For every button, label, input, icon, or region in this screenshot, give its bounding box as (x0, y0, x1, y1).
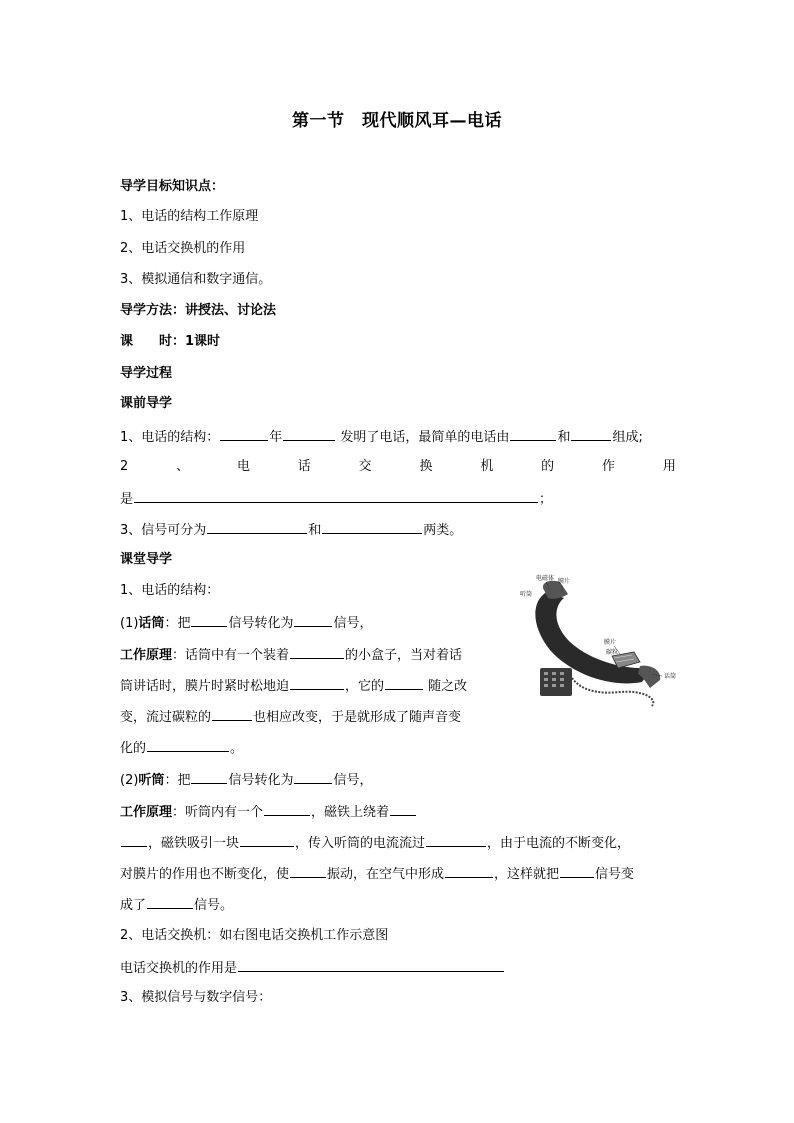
principle-text: ：话筒中有一个装着 (172, 648, 290, 663)
objective-item: 1、电话的结构工作原理 (120, 209, 259, 224)
rec-principle-l3 (120, 864, 634, 884)
page-title: 第一节 现代顺风耳—电话 (292, 111, 502, 131)
q2-char: 换 (419, 459, 433, 474)
blank-field[interactable] (147, 895, 193, 909)
blank-field[interactable] (290, 864, 326, 878)
rec-principle-l4 (120, 895, 233, 915)
objective-item: 3、模拟通信和数字通信。 (120, 272, 272, 287)
principle-text: 筒讲话时，膜片时紧时松地迫 (120, 679, 290, 694)
figure-label: 膜片 (604, 639, 617, 646)
blank-field[interactable] (322, 520, 422, 534)
principle-text: 振动，在空气中形成 (327, 867, 445, 882)
pre-q1 (120, 427, 643, 447)
process-heading: 导学过程 (120, 366, 173, 381)
principle-text: ，由于电流的不断变化， (487, 836, 631, 851)
principle-text: 也相应改变，于是就形成了随声音变 (253, 710, 462, 725)
class-s3: 3、模拟信号与数字信号： (120, 990, 272, 1005)
blank-field[interactable] (294, 770, 332, 784)
pre-q2-answer (120, 489, 552, 509)
blank-field[interactable] (212, 707, 252, 721)
rec-principle-l1 (120, 802, 417, 822)
blank-field[interactable] (390, 802, 416, 816)
q2-text: ； (539, 492, 553, 507)
blank-field[interactable] (426, 833, 486, 847)
q1-text: 和 (557, 430, 571, 445)
blank-field[interactable] (264, 802, 310, 816)
receiver-line (120, 770, 372, 790)
mic-line (120, 613, 372, 633)
q1-text: 组成; (612, 430, 643, 445)
mic-term: 话筒 (138, 616, 165, 631)
telephone-figure (502, 570, 684, 712)
principle-text: 。 (230, 741, 244, 756)
blank-field[interactable] (207, 520, 307, 534)
principle-text: 信号。 (194, 898, 234, 913)
q2-char: 2 (120, 459, 129, 474)
pre-heading: 课前导学 (120, 396, 173, 411)
blank-field[interactable] (121, 833, 147, 847)
principle-text: 的小盒子，当对着话 (345, 648, 463, 663)
mic-principle-l4 (120, 738, 243, 758)
class-s2-answer (120, 958, 505, 978)
mic-text: 信号， (333, 616, 373, 631)
mic-principle-l3 (120, 707, 461, 727)
q1-text: 年 (269, 430, 283, 445)
blank-field[interactable] (238, 958, 504, 972)
objective-item: 2、电话交换机的作用 (120, 241, 246, 256)
rec-text: (2) (120, 773, 139, 788)
rec-text: 信号， (333, 773, 373, 788)
mic-text: (1) (120, 616, 139, 631)
principle-label: 工作原理 (120, 805, 173, 820)
blank-field[interactable] (191, 770, 227, 784)
mic-text: ：把 (164, 616, 191, 631)
blank-field[interactable] (147, 738, 229, 752)
q2-char: 的 (541, 459, 555, 474)
blank-field[interactable] (290, 676, 344, 690)
blank-field[interactable] (445, 864, 493, 878)
principle-text: ，磁铁上绕着 (311, 805, 390, 820)
q3-text: 两类。 (423, 523, 463, 538)
figure-label: 话筒 (664, 673, 677, 680)
rec-term: 听筒 (138, 773, 165, 788)
blank-field[interactable] (220, 427, 268, 441)
period-label: 课 时： (120, 334, 186, 349)
blank-field[interactable] (510, 427, 556, 441)
principle-label: 工作原理 (120, 648, 173, 663)
mic-text: 信号转化为 (228, 616, 294, 631)
q2-char: 、 (176, 459, 190, 474)
blank-field[interactable] (571, 427, 611, 441)
principle-text: 化的 (120, 741, 147, 756)
s2-text: 电话交换机的作用是 (120, 961, 238, 976)
blank-field[interactable] (240, 833, 294, 847)
telephone-base-icon (540, 668, 572, 696)
principle-text: ：听筒内有一个 (172, 805, 264, 820)
principle-text: ，磁铁吸引一块 (148, 836, 240, 851)
q3-text: 3、信号可分为 (120, 523, 207, 538)
class-s2: 2、电话交换机：如右图电话交换机工作示意图 (120, 928, 389, 943)
q2-char: 作 (602, 459, 616, 474)
class-heading: 课堂导学 (120, 552, 173, 567)
pre-q3 (120, 520, 462, 540)
principle-text: 对膜片的作用也不断变化，使 (120, 867, 290, 882)
q1-text: 发明了电话，最简单的电话由 (336, 430, 510, 445)
figure-label: 膜片 (558, 578, 571, 585)
rec-principle-l2 (120, 833, 630, 853)
q2-char: 机 (480, 459, 494, 474)
objectives-heading: 导学目标知识点： (120, 179, 225, 194)
mic-principle-l2 (120, 676, 467, 696)
rec-text: ：把 (164, 773, 191, 788)
q2-char: 用 (662, 459, 676, 474)
principle-text: ，传入听筒的电流流过 (295, 836, 426, 851)
q2-char: 交 (358, 459, 372, 474)
blank-field[interactable] (560, 864, 594, 878)
principle-text: 随之改 (424, 679, 468, 694)
principle-text: ，这样就把 (494, 867, 560, 882)
blank-field[interactable] (294, 613, 332, 627)
principle-text: ，它的 (345, 679, 385, 694)
period-value: 1课时 (185, 334, 221, 349)
blank-field[interactable] (191, 613, 227, 627)
figure-label: 电磁体 (536, 575, 555, 582)
principle-text: 成了 (120, 898, 147, 913)
q2-char: 话 (297, 459, 311, 474)
q2-char: 电 (236, 459, 250, 474)
period-line (120, 333, 220, 351)
mic-principle-l1 (120, 645, 462, 665)
figure-label: 碳粒 (606, 649, 619, 656)
pre-q2-spread (120, 458, 676, 476)
rec-text: 信号转化为 (228, 773, 294, 788)
q1-text: 1、电话的结构： (120, 430, 220, 445)
blank-field[interactable] (283, 427, 335, 441)
principle-text: 变，流过碳粒的 (120, 710, 212, 725)
method-line: 导学方法：讲授法、讨论法 (120, 303, 277, 318)
class-s1: 1、电话的结构： (120, 583, 220, 598)
principle-text: 信号变 (595, 867, 635, 882)
q3-text: 和 (308, 523, 322, 538)
blank-field[interactable] (134, 489, 538, 503)
blank-field[interactable] (290, 645, 344, 659)
q2-text: 是 (120, 492, 134, 507)
figure-label: 听筒 (520, 591, 533, 598)
blank-field[interactable] (385, 676, 423, 690)
